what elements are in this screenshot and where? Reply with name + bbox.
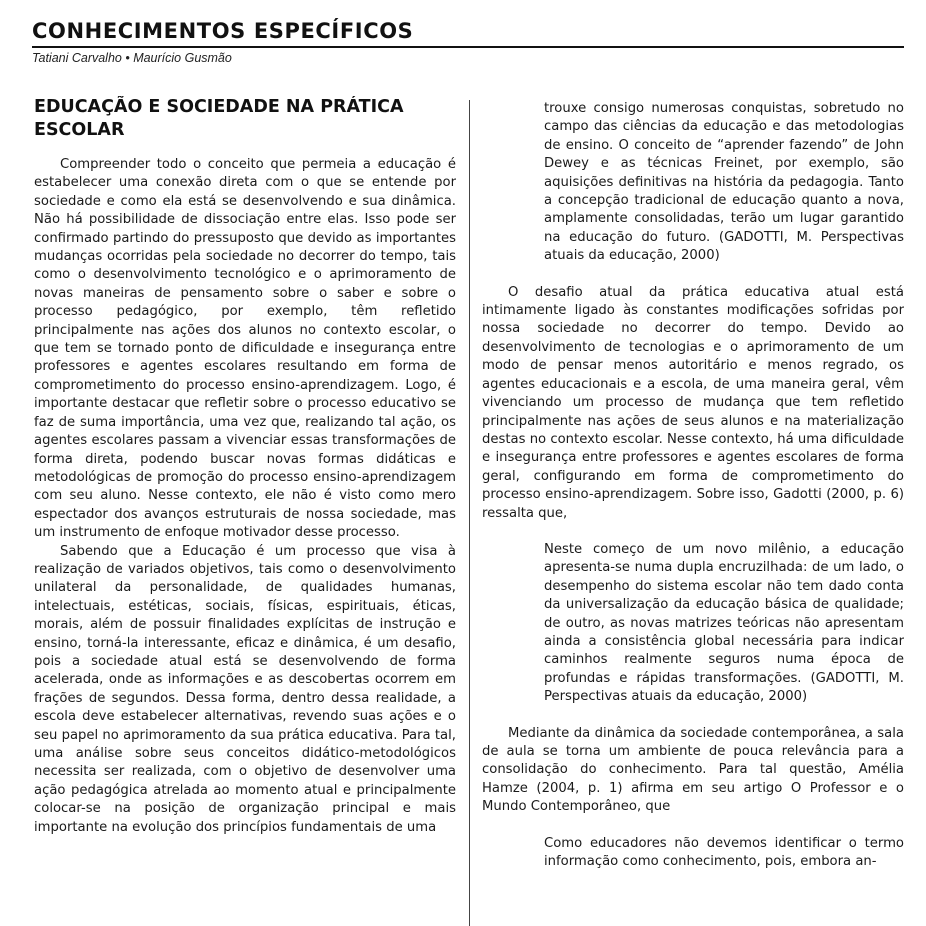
column-divider: [469, 100, 470, 926]
spacer: [482, 523, 904, 541]
right-column: [482, 100, 904, 926]
section-heading: EDUCAÇÃO E SOCIEDADE NA PRÁTICA ESCOLAR: [34, 97, 404, 140]
header-rule: [32, 46, 904, 48]
right-paragraph-1: O desafio atual da prática educativa atual está intimamente ligado às constantes modificações sofridas por nossa sociedade no decorrer do tempo. Devido ao desenvolvimento de tecnologias e o aprimoramento de um modo de pensar menos autoritário e menos regrado, os agentes educacionais e a escola, de uma maneira geral, vêm vivenciando um processo de mudança que tem refletido principalmente nas ações de seus alunos e na materialização destas no contexto escolar. Nesse contexto, há uma dificuldade e insegurança entre professores e agentes escolares de forma geral, configurando em forma de comprometimento do processo ensino-aprendizagem. Sobre isso, Gadotti (2000, p. 6) ressalta que,: [482, 284, 904, 521]
block-quote-1: trouxe consigo numerosas conquistas, sobretudo no campo das ciências da educação e das metodologias de ensino. O conceito de “aprender fazendo” de John Dewey e as técnicas Freinet, por exemplo, são aquisições definitivas na história da pedagogia. Tanto a concepção tradicional de educação quanto a nova, amplamente consolidadas, terão um lugar garantido na educação do futuro. (GADOTTI, M. Perspectivas atuais da educação, 2000): [544, 101, 904, 264]
page-title: CONHECIMENTOS ESPECÍFICOS: [32, 19, 414, 43]
left-column: [34, 96, 456, 926]
block-quote-3: Como educadores não devemos identificar o termo informação como conhecimento, pois, embora an-: [544, 835, 904, 870]
block-quote-2: Neste começo de um novo milênio, a educação apresenta-se numa dupla encruzilhada: de um lado, o desempenho do sistema escolar não tem dado conta da universalização da educação básica de qualidade; de outro, as novas matrizes teóricas não apresentam ainda a consistência global necessária para indicar caminhos realmente seguros numa época de profundas e rápidas transformações. (GADOTTI, M. Perspectivas atuais da educação, 2000): [544, 541, 904, 705]
page-header: [32, 18, 904, 65]
authors-line: Tatiani Carvalho • Maurício Gusmão: [32, 51, 232, 65]
spacer: [482, 707, 904, 725]
spacer: [482, 266, 904, 284]
right-paragraph-2: Mediante da dinâmica da sociedade contemporânea, a sala de aula se torna um ambiente de pouca relevância para a consolidação do conhecimento. Para tal questão, Amélia Hamze (2004, p. 1) afirma em seu artigo O Professor e o Mundo Contemporâneo, que: [482, 725, 904, 815]
spacer: [482, 817, 904, 835]
left-paragraph-1: Compreender todo o conceito que permeia a educação é estabelecer uma conexão direta com o que se entende por sociedade e como ela está se desenvolvendo e sua dinâmica. Não há possibilidade de dissociação entre elas. Isso pode ser confirmado partindo do pressuposto que devido as importantes mudanças ocorridas pela sociedade no decorrer do tempo, tais como o desenvolvimento tecnológico e o aprimoramento de novas maneiras de pensamento sobre o saber e sobre o processo pedagógico, por exemplo, têm refletido principalmente nas ações dos alunos no contexto escolar, o que tem se tornado ponto de dificuldade e insegurança entre professores e agentes escolares resultando em forma de comprometimento do processo ensino-aprendizagem. Logo, é importante destacar que refletir sobre o processo educativo se faz de suma importância, uma vez que, realizando tal ação, os agentes escolares passam a vivenciar essas transformações de forma direta, podendo buscar novas formas didáticas e metodológicas de promoção do processo ensino-aprendizagem com seu aluno. Nesse contexto, ele não é visto como mero espectador dos avanços estruturais de nossa sociedade, mas um instrumento de enfoque motivador desse processo.: [34, 157, 456, 541]
left-paragraph-2: Sabendo que a Educação é um processo que visa à realização de variados objetivos, tais como o desenvolvimento unilateral da personalidade, de qualidades humanas, intelectuais, estéticas, sociais, físicas, espirituais, éticas, morais, além de possuir finalidades explícitas de instrução e ensino, torná-la interessante, eficaz e dinâmica, é um desafio, pois a sociedade atual está se desenvolvendo de forma acelerada, onde as informações e as descobertas ocorrem em frações de segundos. Dessa forma, dentro dessa realidade, a escola deve estabelecer alternativas, revendo suas ações e o seu papel no aprimoramento da sua prática educativa. Para tal, uma análise sobre seus conceitos didático-metodológicos necessita ser realizada, com o objetivo de desenvolver uma ação pedagógica atrelada ao momento atual e principalmente colocar-se na posição de organização principal e mais importante na evolução dos princípios fundamentais de uma: [34, 543, 456, 835]
